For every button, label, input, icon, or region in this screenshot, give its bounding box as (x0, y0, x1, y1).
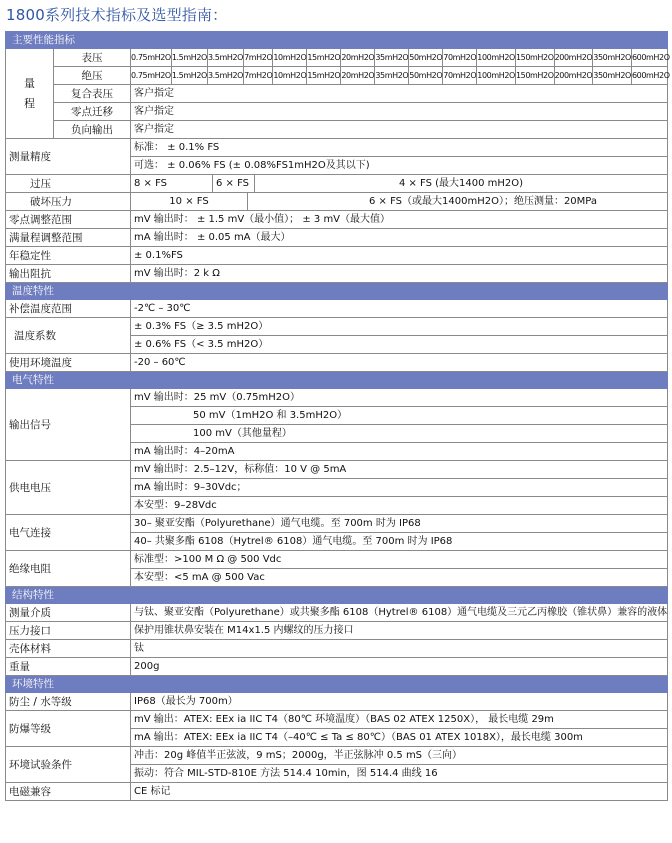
range-value: 1.5mH2O (172, 67, 208, 84)
range-list (131, 67, 670, 84)
env-test-v2: 振动：符合 MIL-STD-810E 方法 514.4 10min，图 514.4 曲线 16 (131, 765, 668, 783)
range-value: 350mH2O (593, 67, 632, 84)
page-title: 1800系列技术指标及选型指南： (6, 6, 228, 24)
range-value: 150mH2O (516, 49, 555, 66)
range-value: 0.75mH2O (131, 67, 172, 84)
range-value: 10mH2O (273, 49, 307, 66)
env-test-v1: 冲击：20g 峰值半正弦波，9 mS；2000g，半正弦脉冲 0.5 mS（三向） (131, 747, 668, 765)
customer-spec: 客户指定 (131, 121, 668, 139)
comp-range-label: 补偿温度范围 (6, 300, 131, 318)
range-value: 1.5mH2O (172, 49, 208, 66)
overpressure-v2: 6 × FS (213, 175, 255, 192)
overpressure-v3: 4 × FS (最大1400 mH2O) (398, 178, 524, 189)
range-value: 70mH2O (443, 49, 477, 66)
connection-v2: 40– 共聚多酯 6108（Hytrel® 6108）通气电缆。至 700m 时为 IP68 (131, 533, 668, 551)
accuracy-optional: 可选： ± 0.06% FS (± 0.08%FS1mH2O及其以下) (131, 157, 668, 175)
insulation-label: 绝缘电阻 (6, 551, 131, 587)
customer-spec: 客户指定 (131, 85, 668, 103)
temp-coeff-label: 温度系数 (6, 318, 131, 354)
medium-label: 测量介质 (6, 604, 131, 622)
output-signal-v1: mV 输出时：25 mV（0.75mH2O） (131, 389, 668, 407)
output-signal-label: 输出信号 (6, 389, 131, 461)
emc-label: 电磁兼容 (6, 783, 131, 801)
range-value: 100mH2O (477, 49, 516, 66)
annual-value: ± 0.1%FS (131, 247, 668, 265)
burst-label: 破坏压力 (6, 193, 131, 211)
range-value: 200mH2O (555, 67, 594, 84)
insulation-v2: 本安型：<5 mA @ 500 Vac (131, 569, 668, 587)
range-value: 0.75mH2O (131, 49, 172, 66)
ip-label: 防尘 / 水等级 (6, 693, 131, 711)
range-value: 35mH2O (375, 67, 409, 84)
range-value: 7mH2O (244, 49, 273, 66)
insulation-v1: 标准型：>100 M Ω @ 500 Vdc (131, 551, 668, 569)
range-value: 100mH2O (477, 67, 516, 84)
range-value: 15mH2O (307, 49, 341, 66)
range-value: 600mH2O (631, 53, 670, 62)
temp-coeff-v2: ± 0.6% FS（< 3.5 mH2O） (131, 336, 668, 354)
supply-label: 供电电压 (6, 461, 131, 515)
range-value: 20mH2O (341, 49, 375, 66)
range-value: 50mH2O (409, 67, 443, 84)
range-row-absolute (131, 67, 668, 85)
connection-label: 电气连接 (6, 515, 131, 551)
full-adjust-label: 满量程调整范围 (6, 229, 131, 247)
port-label: 压力接口 (6, 622, 131, 640)
zero-adjust-label: 零点调整范围 (6, 211, 131, 229)
temp-coeff-v1: ± 0.3% FS（≥ 3.5 mH2O） (131, 318, 668, 336)
accuracy-standard: 标准： ± 0.1% FS (131, 139, 668, 157)
range-list (131, 49, 670, 66)
range-value: 50mH2O (409, 49, 443, 66)
weight-label: 重量 (6, 658, 131, 676)
range-value: 600mH2O (631, 71, 670, 80)
accuracy-label: 测量精度 (6, 139, 131, 175)
housing-value: 钛 (131, 640, 668, 658)
explosion-v2: mA 输出：ATEX: EEx ia IIC T4（–40℃ ≤ Ta ≤ 80℃）（BAS 01 ATEX 1018X），最长电缆 300m (131, 729, 668, 747)
weight-value: 200g (131, 658, 668, 676)
range-value: 150mH2O (516, 67, 555, 84)
section-temp: 温度特性 (6, 283, 668, 300)
full-adjust-value: mA 输出时： ± 0.05 mA（最大） (131, 229, 668, 247)
section-elec: 电气特性 (6, 372, 668, 389)
range-value: 350mH2O (593, 49, 632, 66)
explosion-v1: mV 输出：ATEX: EEx ia IIC T4（80℃ 环境温度）（BAS 02 ATEX 1250X）， 最长电缆 29m (131, 711, 668, 729)
pressure-type: 零点迁移 (54, 103, 131, 121)
supply-v2: mA 输出时：9–30Vdc； (131, 479, 668, 497)
section-struct: 结构特性 (6, 587, 668, 604)
range-value: 35mH2O (375, 49, 409, 66)
impedance-label: 输出阻抗 (6, 265, 131, 283)
output-signal-v2: 50 mV（1mH2O 和 3.5mH2O） (131, 407, 668, 425)
port-value: 保护用锥状鼻安装在 M14x1.5 内螺纹的压力接口 (131, 622, 668, 640)
ip-value: IP68（最长为 700m） (131, 693, 668, 711)
burst-v1: 10 × FS (131, 193, 248, 210)
range-value: 70mH2O (443, 67, 477, 84)
overpressure-v1: 8 × FS (131, 175, 213, 192)
pressure-type: 复合表压 (54, 85, 131, 103)
pressure-type: 负向输出 (54, 121, 131, 139)
range-value: 15mH2O (307, 67, 341, 84)
range-group-label: 量程 (6, 49, 54, 139)
range-row-gauge (131, 49, 668, 67)
comp-range-value: -2℃ – 30℃ (131, 300, 668, 318)
burst-values (131, 193, 668, 211)
medium-value: 与钛、聚亚安酯（Polyurethane）或共聚多酯 6108（Hytrel® 6108）通气电缆及三元乙丙橡胶（锥状鼻）兼容的液体 (131, 604, 668, 622)
range-value: 20mH2O (341, 67, 375, 84)
pressure-type: 绝压 (54, 67, 131, 85)
spec-table (5, 31, 668, 801)
env-test-label: 环境试验条件 (6, 747, 131, 783)
pressure-type: 表压 (54, 49, 131, 67)
range-value: 3.5mH2O (208, 67, 244, 84)
ambient-value: -20 – 60℃ (131, 354, 668, 372)
section-main: 主要性能指标 (6, 32, 668, 49)
impedance-value: mV 输出时：2 k Ω (131, 265, 668, 283)
ambient-label: 使用环境温度 (6, 354, 131, 372)
zero-adjust-value: mV 输出时： ± 1.5 mV（最小值）； ± 3 mV（最大值） (131, 211, 668, 229)
overpressure-label: 过压 (6, 175, 131, 193)
range-value: 10mH2O (273, 67, 307, 84)
section-env: 环境特性 (6, 676, 668, 693)
connection-v1: 30– 聚亚安酯（Polyurethane）通气电缆。至 700m 时为 IP68 (131, 515, 668, 533)
range-value: 3.5mH2O (208, 49, 244, 66)
emc-value: CE 标记 (131, 783, 668, 801)
range-value: 200mH2O (555, 49, 594, 66)
housing-label: 壳体材料 (6, 640, 131, 658)
supply-v3: 本安型：9–28Vdc (131, 497, 668, 515)
burst-v2: 6 × FS（或最大1400mH2O）；绝压测量：20MPa (368, 196, 598, 207)
explosion-label: 防爆等级 (6, 711, 131, 747)
output-signal-v3: 100 mV（其他量程） (131, 425, 668, 443)
customer-spec: 客户指定 (131, 103, 668, 121)
range-value: 7mH2O (244, 67, 273, 84)
overpressure-values (131, 175, 668, 193)
supply-v1: mV 输出时：2.5–12V，标称值：10 V @ 5mA (131, 461, 668, 479)
output-signal-v4: mA 输出时：4–20mA (131, 443, 668, 461)
annual-label: 年稳定性 (6, 247, 131, 265)
